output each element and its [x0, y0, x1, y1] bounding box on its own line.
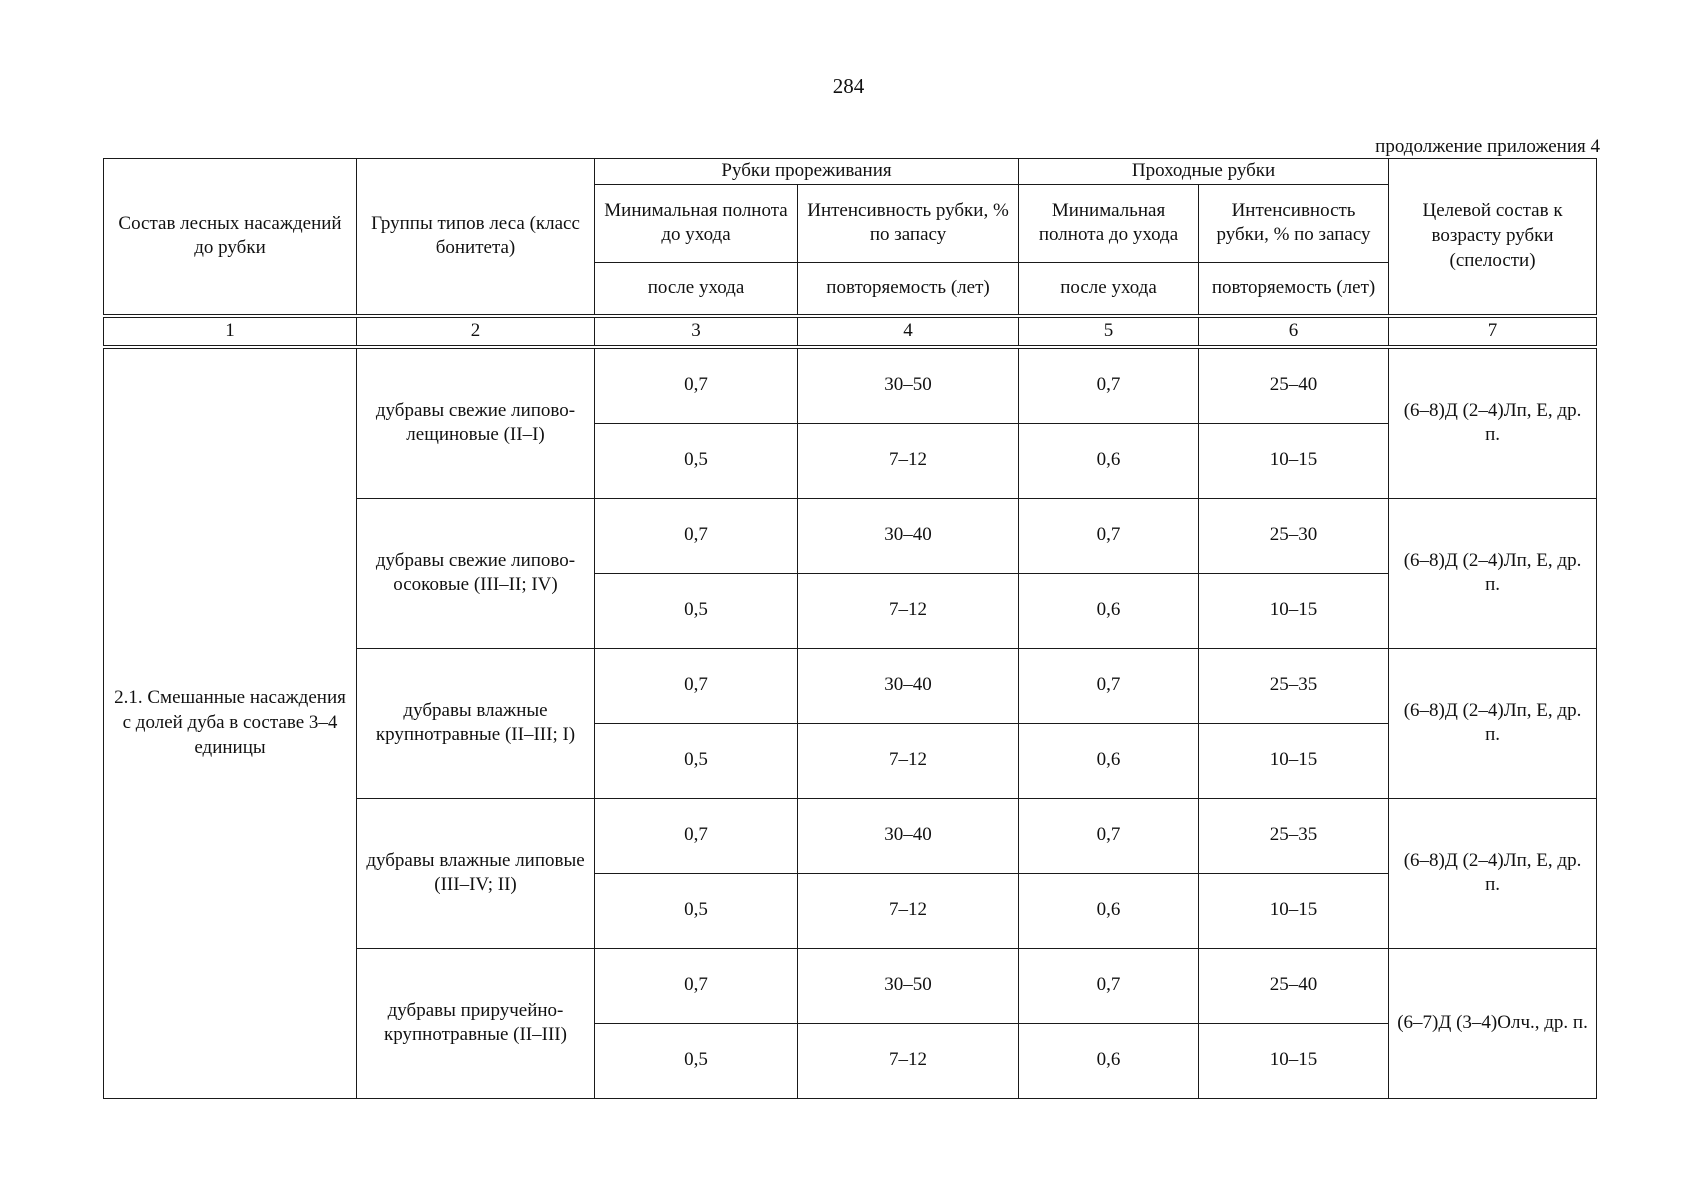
value-cell: 0,7: [1019, 798, 1199, 873]
value-cell: 0,7: [1019, 498, 1199, 573]
value-cell: 7–12: [798, 723, 1019, 798]
column-number: 5: [1019, 316, 1199, 347]
value-cell: 0,6: [1019, 573, 1199, 648]
header-composition: Состав лесных насаждений до рубки: [104, 159, 357, 316]
column-number: 7: [1389, 316, 1597, 347]
header-passage-min-density: Минимальная полнота до ухода: [1019, 184, 1199, 262]
value-cell: 0,7: [595, 948, 798, 1023]
value-cell: 25–40: [1199, 948, 1389, 1023]
header-target-composition: Целевой состав к возрасту рубки (спелости): [1389, 159, 1597, 316]
composition-cell: 2.1. Смешанные насаждения с долей дуба в составе 3–4 единицы: [104, 347, 357, 1099]
value-cell: 10–15: [1199, 423, 1389, 498]
value-cell: 0,7: [595, 648, 798, 723]
table-row: [104, 347, 1597, 424]
forest-type-cell: дубравы влажные крупнотравные (II–III; I): [357, 648, 595, 798]
value-cell: 30–50: [798, 948, 1019, 1023]
target-composition-cell: (6–8)Д (2–4)Лп, Е, др. п.: [1389, 798, 1597, 948]
forest-type-cell: дубравы приручейно-крупнотравные (II–III): [357, 948, 595, 1098]
value-cell: 7–12: [798, 1023, 1019, 1098]
column-number-row: [104, 316, 1597, 347]
page-number: 284: [832, 74, 865, 98]
header-forest-type-group: Группы типов леса (класс бонитета): [357, 159, 595, 316]
value-cell: 7–12: [798, 423, 1019, 498]
column-number: 6: [1199, 316, 1389, 347]
header-passage-repeatability: повторяемость (лет): [1199, 262, 1389, 316]
column-number: 1: [104, 316, 357, 347]
value-cell: 30–40: [798, 648, 1019, 723]
value-cell: 10–15: [1199, 573, 1389, 648]
value-cell: 25–35: [1199, 648, 1389, 723]
value-cell: 25–40: [1199, 347, 1389, 424]
value-cell: 0,7: [1019, 347, 1199, 424]
value-cell: 0,5: [595, 573, 798, 648]
header-passage-intensity: Интенсивность рубки, % по запасу: [1199, 184, 1389, 262]
header-thinning-after-care: после ухода: [595, 262, 798, 316]
value-cell: 0,6: [1019, 423, 1199, 498]
value-cell: 30–50: [798, 347, 1019, 424]
value-cell: 10–15: [1199, 723, 1389, 798]
value-cell: 0,6: [1019, 873, 1199, 948]
value-cell: 10–15: [1199, 1023, 1389, 1098]
value-cell: 0,7: [595, 347, 798, 424]
value-cell: 0,7: [595, 798, 798, 873]
value-cell: 7–12: [798, 873, 1019, 948]
column-number: 4: [798, 316, 1019, 347]
value-cell: 0,7: [1019, 948, 1199, 1023]
value-cell: 0,5: [595, 423, 798, 498]
value-cell: 30–40: [798, 498, 1019, 573]
forest-type-cell: дубравы влажные липовые (III–IV; II): [357, 798, 595, 948]
target-composition-cell: (6–8)Д (2–4)Лп, Е, др. п.: [1389, 648, 1597, 798]
value-cell: 0,7: [595, 498, 798, 573]
value-cell: 0,5: [595, 723, 798, 798]
value-cell: 0,5: [595, 873, 798, 948]
value-cell: 0,6: [1019, 1023, 1199, 1098]
forest-type-cell: дубравы свежие липово-осоковые (III–II; IV): [357, 498, 595, 648]
target-composition-cell: (6–8)Д (2–4)Лп, Е, др. п.: [1389, 498, 1597, 648]
header-thinning-repeatability: повторяемость (лет): [798, 262, 1019, 316]
value-cell: 0,7: [1019, 648, 1199, 723]
column-number: 3: [595, 316, 798, 347]
value-cell: 30–40: [798, 798, 1019, 873]
header-passage-cuttings: Проходные рубки: [1019, 159, 1389, 185]
target-composition-cell: (6–8)Д (2–4)Лп, Е, др. п.: [1389, 347, 1597, 499]
value-cell: 0,5: [595, 1023, 798, 1098]
forest-care-table: [103, 158, 1597, 1099]
forest-type-cell: дубравы свежие липово-лещиновые (II–I): [357, 347, 595, 499]
column-number: 2: [357, 316, 595, 347]
value-cell: 25–30: [1199, 498, 1389, 573]
header-thinning: Рубки прореживания: [595, 159, 1019, 185]
target-composition-cell: (6–7)Д (3–4)Олч., др. п.: [1389, 948, 1597, 1098]
continuation-note: продолжение приложения 4: [1375, 136, 1600, 157]
value-cell: 10–15: [1199, 873, 1389, 948]
header-thinning-min-density: Минимальная полнота до ухода: [595, 184, 798, 262]
value-cell: 7–12: [798, 573, 1019, 648]
header-passage-after-care: после ухода: [1019, 262, 1199, 316]
value-cell: 0,6: [1019, 723, 1199, 798]
value-cell: 25–35: [1199, 798, 1389, 873]
header-thinning-intensity: Интенсивность рубки, % по запасу: [798, 184, 1019, 262]
